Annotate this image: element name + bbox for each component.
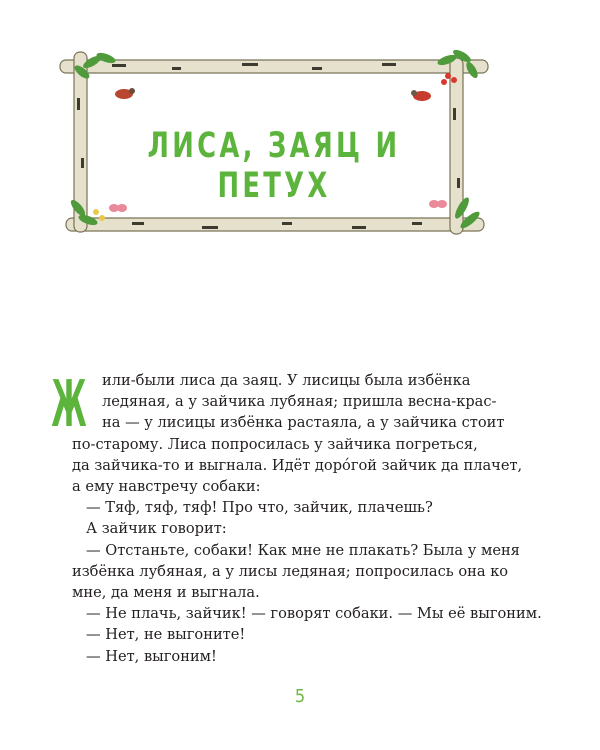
text-line: ледяная, а у зайчика лубяная; пришла весна-крас- [102,393,497,411]
title-frame [52,48,496,244]
text-line: на — у лисицы избёнка растаяла, а у зайчика стоит [102,414,505,432]
text-line: по-старому. Лиса попросилась у зайчика погреться, [72,435,478,453]
text-line: а ему навстречу собаки: [72,478,261,496]
text-line: А зайчик говорит: [86,520,227,538]
story-text [72,370,542,667]
text-line: да зайчика-то и выгнала. Идёт дорóгой зайчик да плачет, [72,456,523,474]
text-line: — Нет, выгоним! [86,647,217,665]
story-title: ЛИСА, ЗАЯЦ И ПЕТУХ [147,126,401,206]
text-line: или-были лиса да заяц. У лисицы была избёнка [102,372,471,389]
text-line: — Отстаньте, собаки! Как мне не плакать? Была у меня [86,541,520,559]
text-line: — Нет, не выгоните! [86,626,246,644]
text-line: мне, да меня и выгнала. [72,584,260,602]
page-number: 5 [294,686,306,707]
text-line: — Тяф, тяф, тяф! Про что, зайчик, плачешь? [86,499,433,517]
drop-cap-letter: Ж [51,366,87,442]
text-line: избёнка лубяная, а у лисы ледяная; попросилась она ко [72,562,509,580]
text-line: — Не плачь, зайчик! — говорят собаки. — Мы её выгоним. [86,605,542,623]
